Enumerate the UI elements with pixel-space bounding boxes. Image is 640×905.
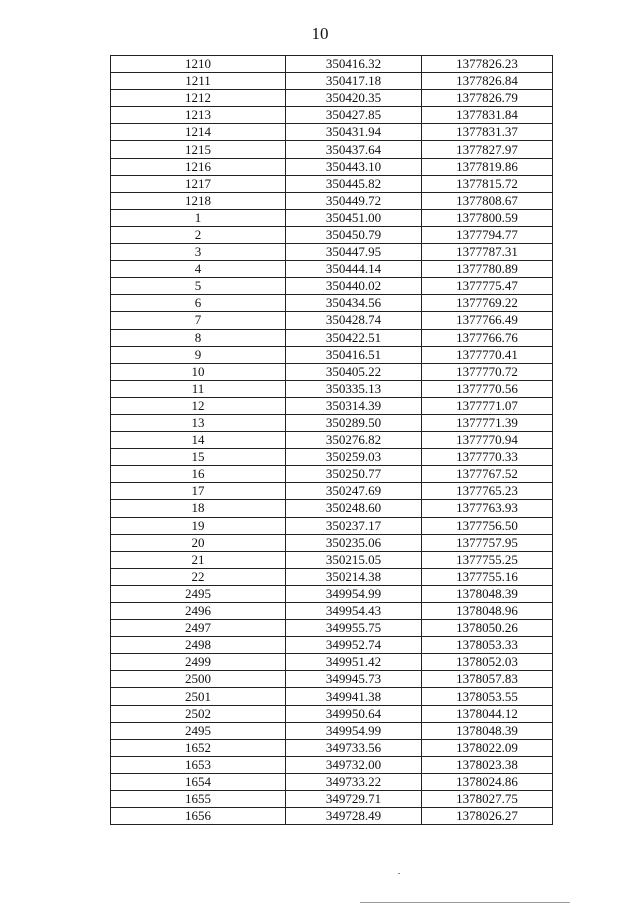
point-number-cell: 2 bbox=[111, 226, 286, 243]
x-coordinate-cell: 349954.99 bbox=[286, 585, 422, 602]
table-row bbox=[111, 671, 553, 688]
table-row bbox=[111, 414, 553, 431]
y-coordinate-cell: 1378048.39 bbox=[422, 585, 553, 602]
x-coordinate-cell: 350451.00 bbox=[286, 209, 422, 226]
table-row bbox=[111, 73, 553, 90]
y-coordinate-cell: 1378053.33 bbox=[422, 637, 553, 654]
table-row bbox=[111, 192, 553, 209]
y-coordinate-cell: 1378048.39 bbox=[422, 722, 553, 739]
table-row bbox=[111, 397, 553, 414]
point-number-cell: 16 bbox=[111, 466, 286, 483]
y-coordinate-cell: 1377780.89 bbox=[422, 261, 553, 278]
x-coordinate-cell: 349733.22 bbox=[286, 773, 422, 790]
y-coordinate-cell: 1377794.77 bbox=[422, 226, 553, 243]
x-coordinate-cell: 350427.85 bbox=[286, 107, 422, 124]
point-number-cell: 2501 bbox=[111, 688, 286, 705]
y-coordinate-cell: 1377769.22 bbox=[422, 295, 553, 312]
point-number-cell: 1216 bbox=[111, 158, 286, 175]
point-number-cell: 5 bbox=[111, 278, 286, 295]
x-coordinate-cell: 350447.95 bbox=[286, 244, 422, 261]
table-row bbox=[111, 466, 553, 483]
table-row bbox=[111, 363, 553, 380]
x-coordinate-cell: 350215.05 bbox=[286, 551, 422, 568]
table-row bbox=[111, 56, 553, 73]
y-coordinate-cell: 1377808.67 bbox=[422, 192, 553, 209]
table-row bbox=[111, 449, 553, 466]
point-number-cell: 21 bbox=[111, 551, 286, 568]
x-coordinate-cell: 350276.82 bbox=[286, 432, 422, 449]
x-coordinate-cell: 350335.13 bbox=[286, 380, 422, 397]
y-coordinate-cell: 1377756.50 bbox=[422, 517, 553, 534]
x-coordinate-cell: 349952.74 bbox=[286, 637, 422, 654]
table-row bbox=[111, 346, 553, 363]
x-coordinate-cell: 350445.82 bbox=[286, 175, 422, 192]
y-coordinate-cell: 1377767.52 bbox=[422, 466, 553, 483]
y-coordinate-cell: 1377770.56 bbox=[422, 380, 553, 397]
table-row bbox=[111, 791, 553, 808]
table-row bbox=[111, 534, 553, 551]
point-number-cell: 6 bbox=[111, 295, 286, 312]
y-coordinate-cell: 1378053.55 bbox=[422, 688, 553, 705]
y-coordinate-cell: 1377819.86 bbox=[422, 158, 553, 175]
table-row bbox=[111, 705, 553, 722]
table-row bbox=[111, 483, 553, 500]
x-coordinate-cell: 350214.38 bbox=[286, 568, 422, 585]
y-coordinate-cell: 1377800.59 bbox=[422, 209, 553, 226]
point-number-cell: 1654 bbox=[111, 773, 286, 790]
y-coordinate-cell: 1378023.38 bbox=[422, 756, 553, 773]
y-coordinate-cell: 1377766.76 bbox=[422, 329, 553, 346]
coordinates-table-body bbox=[111, 56, 553, 825]
table-row bbox=[111, 107, 553, 124]
table-row bbox=[111, 620, 553, 637]
table-row bbox=[111, 209, 553, 226]
x-coordinate-cell: 350237.17 bbox=[286, 517, 422, 534]
x-coordinate-cell: 349733.56 bbox=[286, 739, 422, 756]
point-number-cell: 9 bbox=[111, 346, 286, 363]
coordinates-table bbox=[110, 55, 553, 825]
table-row bbox=[111, 329, 553, 346]
y-coordinate-cell: 1378044.12 bbox=[422, 705, 553, 722]
point-number-cell: 4 bbox=[111, 261, 286, 278]
y-coordinate-cell: 1378052.03 bbox=[422, 654, 553, 671]
table-row bbox=[111, 603, 553, 620]
table-row bbox=[111, 380, 553, 397]
point-number-cell: 18 bbox=[111, 500, 286, 517]
y-coordinate-cell: 1377771.07 bbox=[422, 397, 553, 414]
y-coordinate-cell: 1377765.23 bbox=[422, 483, 553, 500]
y-coordinate-cell: 1377757.95 bbox=[422, 534, 553, 551]
y-coordinate-cell: 1377831.84 bbox=[422, 107, 553, 124]
x-coordinate-cell: 350449.72 bbox=[286, 192, 422, 209]
point-number-cell: 2500 bbox=[111, 671, 286, 688]
point-number-cell: 2495 bbox=[111, 722, 286, 739]
x-coordinate-cell: 350450.79 bbox=[286, 226, 422, 243]
table-row bbox=[111, 124, 553, 141]
table-row bbox=[111, 158, 553, 175]
page-bottom-rule bbox=[360, 902, 570, 903]
y-coordinate-cell: 1377770.72 bbox=[422, 363, 553, 380]
x-coordinate-cell: 350422.51 bbox=[286, 329, 422, 346]
y-coordinate-cell: 1377831.37 bbox=[422, 124, 553, 141]
point-number-cell: 1214 bbox=[111, 124, 286, 141]
y-coordinate-cell: 1377775.47 bbox=[422, 278, 553, 295]
y-coordinate-cell: 1378026.27 bbox=[422, 808, 553, 825]
x-coordinate-cell: 350248.60 bbox=[286, 500, 422, 517]
y-coordinate-cell: 1377755.25 bbox=[422, 551, 553, 568]
y-coordinate-cell: 1377770.41 bbox=[422, 346, 553, 363]
point-number-cell: 3 bbox=[111, 244, 286, 261]
table-row bbox=[111, 500, 553, 517]
point-number-cell: 2498 bbox=[111, 637, 286, 654]
x-coordinate-cell: 350443.10 bbox=[286, 158, 422, 175]
table-row bbox=[111, 278, 553, 295]
point-number-cell: 1656 bbox=[111, 808, 286, 825]
point-number-cell: 22 bbox=[111, 568, 286, 585]
y-coordinate-cell: 1378057.83 bbox=[422, 671, 553, 688]
table-row bbox=[111, 551, 553, 568]
y-coordinate-cell: 1377771.39 bbox=[422, 414, 553, 431]
x-coordinate-cell: 350247.69 bbox=[286, 483, 422, 500]
point-number-cell: 1210 bbox=[111, 56, 286, 73]
scan-speck bbox=[398, 873, 400, 874]
table-row bbox=[111, 261, 553, 278]
table-row bbox=[111, 654, 553, 671]
x-coordinate-cell: 350289.50 bbox=[286, 414, 422, 431]
point-number-cell: 1652 bbox=[111, 739, 286, 756]
point-number-cell: 1 bbox=[111, 209, 286, 226]
table-row bbox=[111, 808, 553, 825]
point-number-cell: 2495 bbox=[111, 585, 286, 602]
point-number-cell: 8 bbox=[111, 329, 286, 346]
x-coordinate-cell: 350405.22 bbox=[286, 363, 422, 380]
y-coordinate-cell: 1377770.94 bbox=[422, 432, 553, 449]
point-number-cell: 2499 bbox=[111, 654, 286, 671]
x-coordinate-cell: 350428.74 bbox=[286, 312, 422, 329]
point-number-cell: 15 bbox=[111, 449, 286, 466]
page-number: 10 bbox=[311, 24, 329, 43]
x-coordinate-cell: 350259.03 bbox=[286, 449, 422, 466]
x-coordinate-cell: 349729.71 bbox=[286, 791, 422, 808]
point-number-cell: 1655 bbox=[111, 791, 286, 808]
x-coordinate-cell: 349954.43 bbox=[286, 603, 422, 620]
point-number-cell: 2497 bbox=[111, 620, 286, 637]
point-number-cell: 2496 bbox=[111, 603, 286, 620]
x-coordinate-cell: 350417.18 bbox=[286, 73, 422, 90]
table-row bbox=[111, 141, 553, 158]
point-number-cell: 1653 bbox=[111, 756, 286, 773]
x-coordinate-cell: 350250.77 bbox=[286, 466, 422, 483]
x-coordinate-cell: 349941.38 bbox=[286, 688, 422, 705]
x-coordinate-cell: 350416.32 bbox=[286, 56, 422, 73]
y-coordinate-cell: 1377827.97 bbox=[422, 141, 553, 158]
x-coordinate-cell: 350444.14 bbox=[286, 261, 422, 278]
point-number-cell: 1215 bbox=[111, 141, 286, 158]
x-coordinate-cell: 350235.06 bbox=[286, 534, 422, 551]
point-number-cell: 1218 bbox=[111, 192, 286, 209]
table-row bbox=[111, 637, 553, 654]
y-coordinate-cell: 1377766.49 bbox=[422, 312, 553, 329]
table-row bbox=[111, 756, 553, 773]
table-row bbox=[111, 688, 553, 705]
table-row bbox=[111, 226, 553, 243]
y-coordinate-cell: 1378024.86 bbox=[422, 773, 553, 790]
y-coordinate-cell: 1378022.09 bbox=[422, 739, 553, 756]
x-coordinate-cell: 349728.49 bbox=[286, 808, 422, 825]
x-coordinate-cell: 349732.00 bbox=[286, 756, 422, 773]
table-row bbox=[111, 295, 553, 312]
table-row bbox=[111, 90, 553, 107]
table-row bbox=[111, 244, 553, 261]
x-coordinate-cell: 350416.51 bbox=[286, 346, 422, 363]
table-row bbox=[111, 739, 553, 756]
table-row bbox=[111, 773, 553, 790]
y-coordinate-cell: 1377826.84 bbox=[422, 73, 553, 90]
y-coordinate-cell: 1377815.72 bbox=[422, 175, 553, 192]
point-number-cell: 2502 bbox=[111, 705, 286, 722]
x-coordinate-cell: 350431.94 bbox=[286, 124, 422, 141]
table-row bbox=[111, 517, 553, 534]
point-number-cell: 11 bbox=[111, 380, 286, 397]
table-row bbox=[111, 312, 553, 329]
point-number-cell: 12 bbox=[111, 397, 286, 414]
table-row bbox=[111, 175, 553, 192]
point-number-cell: 13 bbox=[111, 414, 286, 431]
y-coordinate-cell: 1378050.26 bbox=[422, 620, 553, 637]
y-coordinate-cell: 1377763.93 bbox=[422, 500, 553, 517]
point-number-cell: 1217 bbox=[111, 175, 286, 192]
point-number-cell: 1213 bbox=[111, 107, 286, 124]
x-coordinate-cell: 350314.39 bbox=[286, 397, 422, 414]
y-coordinate-cell: 1377770.33 bbox=[422, 449, 553, 466]
x-coordinate-cell: 349945.73 bbox=[286, 671, 422, 688]
table-row bbox=[111, 585, 553, 602]
x-coordinate-cell: 349950.64 bbox=[286, 705, 422, 722]
x-coordinate-cell: 349951.42 bbox=[286, 654, 422, 671]
table-row bbox=[111, 568, 553, 585]
x-coordinate-cell: 350434.56 bbox=[286, 295, 422, 312]
x-coordinate-cell: 350440.02 bbox=[286, 278, 422, 295]
y-coordinate-cell: 1377826.79 bbox=[422, 90, 553, 107]
point-number-cell: 20 bbox=[111, 534, 286, 551]
point-number-cell: 19 bbox=[111, 517, 286, 534]
x-coordinate-cell: 349955.75 bbox=[286, 620, 422, 637]
y-coordinate-cell: 1377826.23 bbox=[422, 56, 553, 73]
point-number-cell: 10 bbox=[111, 363, 286, 380]
y-coordinate-cell: 1378048.96 bbox=[422, 603, 553, 620]
point-number-cell: 1212 bbox=[111, 90, 286, 107]
x-coordinate-cell: 350420.35 bbox=[286, 90, 422, 107]
table-row bbox=[111, 722, 553, 739]
point-number-cell: 7 bbox=[111, 312, 286, 329]
point-number-cell: 14 bbox=[111, 432, 286, 449]
point-number-cell: 17 bbox=[111, 483, 286, 500]
point-number-cell: 1211 bbox=[111, 73, 286, 90]
y-coordinate-cell: 1378027.75 bbox=[422, 791, 553, 808]
y-coordinate-cell: 1377787.31 bbox=[422, 244, 553, 261]
x-coordinate-cell: 350437.64 bbox=[286, 141, 422, 158]
x-coordinate-cell: 349954.99 bbox=[286, 722, 422, 739]
table-row bbox=[111, 432, 553, 449]
y-coordinate-cell: 1377755.16 bbox=[422, 568, 553, 585]
